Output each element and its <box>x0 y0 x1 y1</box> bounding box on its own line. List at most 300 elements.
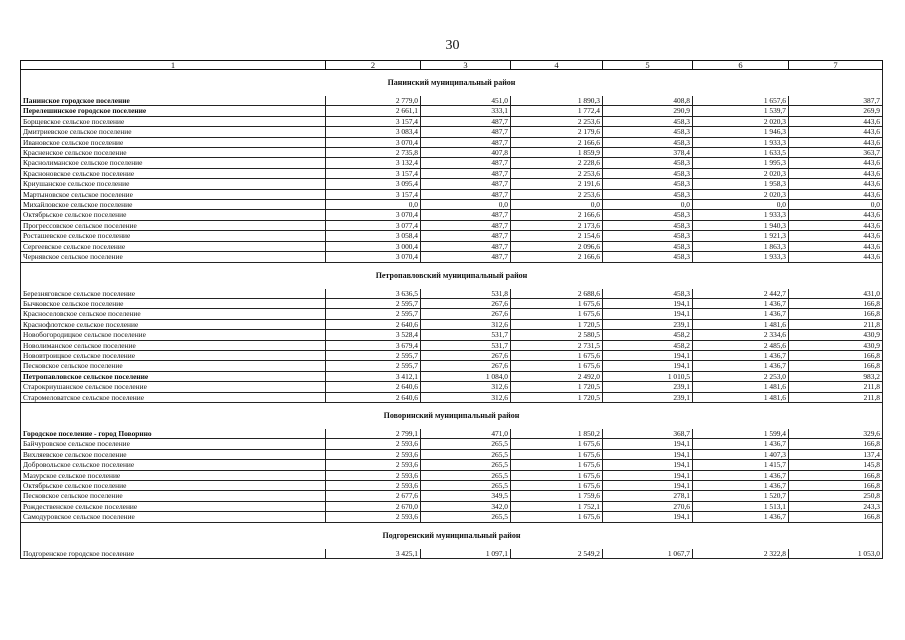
value-cell-col-6: 1 633,5 <box>693 148 789 158</box>
value-cell-col-4: 2 096,6 <box>511 241 603 251</box>
value-cell-col-4: 2 166,6 <box>511 252 603 262</box>
value-cell-col-6: 1 933,3 <box>693 137 789 147</box>
settlement-name: Нововтроицкое сельское поселение <box>21 350 326 360</box>
column-header-5: 5 <box>603 61 693 70</box>
value-cell-col-5: 1 067,7 <box>603 549 693 559</box>
value-cell-col-5: 458,2 <box>603 330 693 340</box>
settlement-name: Октябрьское сельское поселение <box>21 481 326 491</box>
value-cell-col-5: 458,3 <box>603 179 693 189</box>
column-header-6: 6 <box>693 61 789 70</box>
value-cell-col-4: 2 253,6 <box>511 116 603 126</box>
value-cell-col-4: 2 492,0 <box>511 371 603 381</box>
value-cell-col-6: 1 436,7 <box>693 439 789 449</box>
table-body <box>21 70 883 559</box>
settlement-name: Петропавловское сельское поселение <box>21 371 326 381</box>
value-cell-col-3: 487,7 <box>421 210 511 220</box>
table-row <box>21 392 883 402</box>
value-cell-col-3: 531,7 <box>421 330 511 340</box>
value-cell-col-7: 166,8 <box>789 439 883 449</box>
table-row <box>21 179 883 189</box>
value-cell-col-6: 1 520,7 <box>693 491 789 501</box>
value-cell-col-5: 458,2 <box>603 340 693 350</box>
table-row <box>21 127 883 137</box>
value-cell-col-2: 2 593,6 <box>326 512 421 522</box>
value-cell-col-7: 983,2 <box>789 371 883 381</box>
value-cell-col-3: 342,0 <box>421 501 511 511</box>
value-cell-col-4: 1 675,6 <box>511 512 603 522</box>
value-cell-col-3: 349,5 <box>421 491 511 501</box>
district-header-row <box>21 522 883 549</box>
value-cell-col-4: 2 549,2 <box>511 549 603 559</box>
table-row <box>21 350 883 360</box>
value-cell-col-6: 2 485,6 <box>693 340 789 350</box>
value-cell-col-2: 2 595,7 <box>326 350 421 360</box>
value-cell-col-7: 166,8 <box>789 350 883 360</box>
district-title: Подгоренский муниципальный район <box>21 522 883 549</box>
value-cell-col-5: 0,0 <box>603 200 693 210</box>
value-cell-col-6: 1 933,3 <box>693 210 789 220</box>
settlement-name: Октябрьское сельское поселение <box>21 210 326 220</box>
value-cell-col-7: 443,6 <box>789 220 883 230</box>
settlement-name: Самодуровское сельское поселение <box>21 512 326 522</box>
settlement-name: Красноселовское сельское поселение <box>21 309 326 319</box>
value-cell-col-6: 2 253,0 <box>693 371 789 381</box>
table-row <box>21 148 883 158</box>
value-cell-col-7: 166,8 <box>789 512 883 522</box>
value-cell-col-6: 1 995,3 <box>693 158 789 168</box>
value-cell-col-5: 194,1 <box>603 481 693 491</box>
value-cell-col-6: 2 322,8 <box>693 549 789 559</box>
value-cell-col-5: 458,3 <box>603 210 693 220</box>
value-cell-col-6: 1 946,3 <box>693 127 789 137</box>
value-cell-col-7: 145,8 <box>789 460 883 470</box>
value-cell-col-4: 1 675,6 <box>511 361 603 371</box>
value-cell-col-6: 1 539,7 <box>693 106 789 116</box>
value-cell-col-5: 378,4 <box>603 148 693 158</box>
value-cell-col-5: 458,3 <box>603 127 693 137</box>
value-cell-col-4: 1 850,2 <box>511 429 603 439</box>
value-cell-col-4: 1 752,1 <box>511 501 603 511</box>
value-cell-col-6: 1 415,7 <box>693 460 789 470</box>
value-cell-col-4: 1 675,6 <box>511 481 603 491</box>
column-header-2: 2 <box>326 61 421 70</box>
table-row <box>21 189 883 199</box>
value-cell-col-7: 1 053,0 <box>789 549 883 559</box>
value-cell-col-5: 458,3 <box>603 231 693 241</box>
value-cell-col-7: 166,8 <box>789 298 883 308</box>
value-cell-col-6: 1 481,6 <box>693 382 789 392</box>
value-cell-col-2: 3 058,4 <box>326 231 421 241</box>
table-row <box>21 137 883 147</box>
value-cell-col-5: 270,6 <box>603 501 693 511</box>
district-header-row <box>21 262 883 289</box>
value-cell-col-4: 1 675,6 <box>511 470 603 480</box>
settlement-name: Мазурское сельское поселение <box>21 470 326 480</box>
value-cell-col-6: 1 940,3 <box>693 220 789 230</box>
value-cell-col-7: 430,9 <box>789 340 883 350</box>
value-cell-col-2: 3 157,4 <box>326 168 421 178</box>
value-cell-col-2: 3 070,4 <box>326 210 421 220</box>
value-cell-col-2: 2 735,8 <box>326 148 421 158</box>
value-cell-col-5: 458,3 <box>603 158 693 168</box>
value-cell-col-5: 239,1 <box>603 392 693 402</box>
value-cell-col-7: 443,6 <box>789 116 883 126</box>
value-cell-col-4: 2 580,5 <box>511 330 603 340</box>
budget-table <box>20 60 883 559</box>
table-row <box>21 481 883 491</box>
district-title: Петропавловский муниципальный район <box>21 262 883 289</box>
value-cell-col-2: 2 595,7 <box>326 361 421 371</box>
value-cell-col-3: 0,0 <box>421 200 511 210</box>
value-cell-col-7: 443,6 <box>789 252 883 262</box>
settlement-name: Рождественское сельское поселение <box>21 501 326 511</box>
value-cell-col-6: 1 958,3 <box>693 179 789 189</box>
value-cell-col-6: 1 436,7 <box>693 298 789 308</box>
value-cell-col-5: 194,1 <box>603 309 693 319</box>
settlement-name: Бычковское сельское поселение <box>21 298 326 308</box>
budget-table-sheet <box>20 60 882 559</box>
column-header-1: 1 <box>21 61 326 70</box>
settlement-name: Борщевское сельское поселение <box>21 116 326 126</box>
settlement-name: Красненское сельское поселение <box>21 148 326 158</box>
settlement-name: Дмитриевское сельское поселение <box>21 127 326 137</box>
value-cell-col-4: 1 675,6 <box>511 460 603 470</box>
value-cell-col-7: 431,0 <box>789 289 883 299</box>
table-row <box>21 512 883 522</box>
table-row <box>21 549 883 559</box>
value-cell-col-7: 211,8 <box>789 392 883 402</box>
value-cell-col-7: 0,0 <box>789 200 883 210</box>
settlement-name: Перелешинское городское поселение <box>21 106 326 116</box>
value-cell-col-2: 0,0 <box>326 200 421 210</box>
value-cell-col-3: 487,7 <box>421 231 511 241</box>
value-cell-col-2: 2 595,7 <box>326 309 421 319</box>
settlement-name: Добровольское сельское поселение <box>21 460 326 470</box>
value-cell-col-4: 1 720,5 <box>511 319 603 329</box>
page-number: 30 <box>445 38 460 53</box>
column-number-header-row <box>21 61 883 70</box>
value-cell-col-4: 2 166,6 <box>511 137 603 147</box>
column-header-7: 7 <box>789 61 883 70</box>
value-cell-col-3: 265,5 <box>421 439 511 449</box>
value-cell-col-3: 312,6 <box>421 319 511 329</box>
table-row <box>21 220 883 230</box>
value-cell-col-4: 1 720,5 <box>511 392 603 402</box>
value-cell-col-6: 2 020,3 <box>693 168 789 178</box>
value-cell-col-2: 2 779,0 <box>326 96 421 106</box>
value-cell-col-4: 2 731,5 <box>511 340 603 350</box>
value-cell-col-7: 166,8 <box>789 470 883 480</box>
settlement-name: Старомеловатское сельское поселение <box>21 392 326 402</box>
value-cell-col-6: 1 436,7 <box>693 481 789 491</box>
table-row <box>21 460 883 470</box>
value-cell-col-6: 1 921,3 <box>693 231 789 241</box>
value-cell-col-2: 3 528,4 <box>326 330 421 340</box>
value-cell-col-4: 1 759,6 <box>511 491 603 501</box>
value-cell-col-5: 408,8 <box>603 96 693 106</box>
value-cell-col-4: 2 688,6 <box>511 289 603 299</box>
value-cell-col-2: 3 095,4 <box>326 179 421 189</box>
value-cell-col-6: 2 020,3 <box>693 189 789 199</box>
value-cell-col-6: 1 436,7 <box>693 512 789 522</box>
value-cell-col-4: 2 228,6 <box>511 158 603 168</box>
value-cell-col-2: 3 083,4 <box>326 127 421 137</box>
value-cell-col-2: 3 157,4 <box>326 189 421 199</box>
value-cell-col-3: 487,7 <box>421 179 511 189</box>
settlement-name: Старокриушанское сельское поселение <box>21 382 326 392</box>
value-cell-col-6: 1 481,6 <box>693 392 789 402</box>
value-cell-col-6: 0,0 <box>693 200 789 210</box>
value-cell-col-3: 267,6 <box>421 298 511 308</box>
table-row <box>21 429 883 439</box>
value-cell-col-4: 2 154,6 <box>511 231 603 241</box>
value-cell-col-4: 0,0 <box>511 200 603 210</box>
district-header-row <box>21 70 883 97</box>
value-cell-col-3: 265,5 <box>421 481 511 491</box>
table-row <box>21 289 883 299</box>
value-cell-col-7: 166,8 <box>789 481 883 491</box>
value-cell-col-7: 443,6 <box>789 158 883 168</box>
settlement-name: Сергеевское сельское поселение <box>21 241 326 251</box>
value-cell-col-2: 3 679,4 <box>326 340 421 350</box>
value-cell-col-4: 2 191,6 <box>511 179 603 189</box>
value-cell-col-6: 1 481,6 <box>693 319 789 329</box>
value-cell-col-7: 443,6 <box>789 241 883 251</box>
value-cell-col-3: 487,7 <box>421 116 511 126</box>
value-cell-col-4: 2 253,6 <box>511 189 603 199</box>
value-cell-col-2: 2 593,6 <box>326 481 421 491</box>
value-cell-col-4: 1 720,5 <box>511 382 603 392</box>
value-cell-col-2: 2 670,0 <box>326 501 421 511</box>
settlement-name: Красноновское сельское поселение <box>21 168 326 178</box>
value-cell-col-7: 443,6 <box>789 179 883 189</box>
value-cell-col-6: 1 863,3 <box>693 241 789 251</box>
value-cell-col-7: 443,6 <box>789 231 883 241</box>
column-header-4: 4 <box>511 61 603 70</box>
value-cell-col-6: 1 436,7 <box>693 350 789 360</box>
value-cell-col-2: 3 070,4 <box>326 137 421 147</box>
table-row <box>21 158 883 168</box>
settlement-name: Прогрессовское сельское поселение <box>21 220 326 230</box>
value-cell-col-5: 194,1 <box>603 439 693 449</box>
value-cell-col-2: 2 593,6 <box>326 460 421 470</box>
table-row <box>21 309 883 319</box>
value-cell-col-2: 3 412,1 <box>326 371 421 381</box>
value-cell-col-3: 267,6 <box>421 361 511 371</box>
settlement-name: Панинское городское поселение <box>21 96 326 106</box>
value-cell-col-3: 407,8 <box>421 148 511 158</box>
value-cell-col-2: 2 799,1 <box>326 429 421 439</box>
value-cell-col-4: 2 179,6 <box>511 127 603 137</box>
value-cell-col-4: 2 173,6 <box>511 220 603 230</box>
table-row <box>21 371 883 381</box>
table-row <box>21 382 883 392</box>
table-row <box>21 168 883 178</box>
value-cell-col-4: 1 675,6 <box>511 350 603 360</box>
value-cell-col-3: 487,7 <box>421 220 511 230</box>
table-row <box>21 241 883 251</box>
table-row <box>21 200 883 210</box>
value-cell-col-5: 368,7 <box>603 429 693 439</box>
table-row <box>21 501 883 511</box>
table-row <box>21 210 883 220</box>
value-cell-col-2: 3 425,1 <box>326 549 421 559</box>
value-cell-col-2: 2 593,6 <box>326 449 421 459</box>
settlement-name: Краснолиманское сельское поселение <box>21 158 326 168</box>
value-cell-col-5: 458,3 <box>603 189 693 199</box>
value-cell-col-6: 1 657,6 <box>693 96 789 106</box>
value-cell-col-3: 487,7 <box>421 189 511 199</box>
value-cell-col-5: 458,3 <box>603 252 693 262</box>
value-cell-col-6: 1 513,1 <box>693 501 789 511</box>
value-cell-col-2: 3 070,4 <box>326 252 421 262</box>
value-cell-col-6: 1 407,3 <box>693 449 789 459</box>
table-row <box>21 96 883 106</box>
value-cell-col-2: 2 593,6 <box>326 470 421 480</box>
value-cell-col-2: 2 661,1 <box>326 106 421 116</box>
value-cell-col-3: 487,7 <box>421 158 511 168</box>
value-cell-col-3: 312,6 <box>421 382 511 392</box>
value-cell-col-4: 2 253,6 <box>511 168 603 178</box>
value-cell-col-5: 290,9 <box>603 106 693 116</box>
settlement-name: Новобогородицкое сельское поселение <box>21 330 326 340</box>
table-row <box>21 106 883 116</box>
value-cell-col-5: 458,3 <box>603 241 693 251</box>
value-cell-col-7: 443,6 <box>789 127 883 137</box>
value-cell-col-7: 137,4 <box>789 449 883 459</box>
value-cell-col-6: 2 020,3 <box>693 116 789 126</box>
value-cell-col-3: 531,8 <box>421 289 511 299</box>
value-cell-col-2: 3 636,5 <box>326 289 421 299</box>
value-cell-col-7: 211,8 <box>789 319 883 329</box>
value-cell-col-7: 430,9 <box>789 330 883 340</box>
settlement-name: Песковское сельское поселение <box>21 361 326 371</box>
value-cell-col-2: 3 132,4 <box>326 158 421 168</box>
value-cell-col-3: 267,6 <box>421 350 511 360</box>
settlement-name: Подгоренское городское поселение <box>21 549 326 559</box>
table-row <box>21 340 883 350</box>
value-cell-col-5: 194,1 <box>603 361 693 371</box>
value-cell-col-6: 1 599,4 <box>693 429 789 439</box>
value-cell-col-5: 194,1 <box>603 350 693 360</box>
column-header-3: 3 <box>421 61 511 70</box>
settlement-name: Ивановское сельское поселение <box>21 137 326 147</box>
value-cell-col-5: 1 010,5 <box>603 371 693 381</box>
settlement-name: Криушанское сельское поселение <box>21 179 326 189</box>
settlement-name: Мартыновское сельское поселение <box>21 189 326 199</box>
value-cell-col-6: 2 442,7 <box>693 289 789 299</box>
value-cell-col-7: 387,7 <box>789 96 883 106</box>
value-cell-col-3: 451,0 <box>421 96 511 106</box>
value-cell-col-2: 3 077,4 <box>326 220 421 230</box>
table-row <box>21 449 883 459</box>
table-row <box>21 491 883 501</box>
value-cell-col-3: 487,7 <box>421 252 511 262</box>
value-cell-col-4: 2 166,6 <box>511 210 603 220</box>
value-cell-col-7: 250,8 <box>789 491 883 501</box>
value-cell-col-5: 194,1 <box>603 298 693 308</box>
value-cell-col-7: 443,6 <box>789 137 883 147</box>
settlement-name: Березняговское сельское поселение <box>21 289 326 299</box>
value-cell-col-7: 443,6 <box>789 210 883 220</box>
district-title: Панинский муниципальный район <box>21 70 883 97</box>
settlement-name: Росташевское сельское поселение <box>21 231 326 241</box>
value-cell-col-3: 487,7 <box>421 241 511 251</box>
value-cell-col-3: 265,5 <box>421 470 511 480</box>
value-cell-col-2: 3 157,4 <box>326 116 421 126</box>
settlement-name: Вихляевское сельское поселение <box>21 449 326 459</box>
value-cell-col-7: 211,8 <box>789 382 883 392</box>
district-header-row <box>21 402 883 429</box>
value-cell-col-3: 1 084,0 <box>421 371 511 381</box>
table-row <box>21 252 883 262</box>
value-cell-col-3: 265,5 <box>421 512 511 522</box>
district-title: Поворинский муниципальный район <box>21 402 883 429</box>
value-cell-col-3: 487,7 <box>421 168 511 178</box>
value-cell-col-7: 443,6 <box>789 168 883 178</box>
table-row <box>21 330 883 340</box>
value-cell-col-7: 166,8 <box>789 361 883 371</box>
value-cell-col-4: 1 675,6 <box>511 439 603 449</box>
value-cell-col-7: 166,8 <box>789 309 883 319</box>
value-cell-col-3: 265,5 <box>421 460 511 470</box>
value-cell-col-4: 1 675,6 <box>511 309 603 319</box>
value-cell-col-5: 458,3 <box>603 116 693 126</box>
value-cell-col-5: 194,1 <box>603 449 693 459</box>
value-cell-col-4: 1 772,4 <box>511 106 603 116</box>
value-cell-col-5: 194,1 <box>603 460 693 470</box>
value-cell-col-5: 458,3 <box>603 220 693 230</box>
value-cell-col-5: 458,3 <box>603 289 693 299</box>
value-cell-col-7: 329,6 <box>789 429 883 439</box>
value-cell-col-5: 194,1 <box>603 512 693 522</box>
value-cell-col-3: 487,7 <box>421 127 511 137</box>
value-cell-col-3: 265,5 <box>421 449 511 459</box>
value-cell-col-5: 239,1 <box>603 382 693 392</box>
value-cell-col-2: 2 595,7 <box>326 298 421 308</box>
value-cell-col-5: 239,1 <box>603 319 693 329</box>
table-row <box>21 319 883 329</box>
value-cell-col-5: 194,1 <box>603 470 693 480</box>
value-cell-col-2: 2 640,6 <box>326 382 421 392</box>
table-row <box>21 231 883 241</box>
value-cell-col-6: 1 933,3 <box>693 252 789 262</box>
value-cell-col-3: 267,6 <box>421 309 511 319</box>
value-cell-col-5: 458,3 <box>603 168 693 178</box>
value-cell-col-3: 312,6 <box>421 392 511 402</box>
table-row <box>21 470 883 480</box>
settlement-name: Байчуровское сельское поселение <box>21 439 326 449</box>
value-cell-col-3: 531,7 <box>421 340 511 350</box>
table-row <box>21 116 883 126</box>
settlement-name: Краснофлотское сельское поселение <box>21 319 326 329</box>
value-cell-col-4: 1 890,3 <box>511 96 603 106</box>
value-cell-col-3: 333,1 <box>421 106 511 116</box>
settlement-name: Городское поселение - город Поворино <box>21 429 326 439</box>
value-cell-col-2: 2 677,6 <box>326 491 421 501</box>
settlement-name: Песковское сельское поселение <box>21 491 326 501</box>
settlement-name: Чернявское сельское поселение <box>21 252 326 262</box>
value-cell-col-7: 269,9 <box>789 106 883 116</box>
table-row <box>21 298 883 308</box>
value-cell-col-3: 1 097,1 <box>421 549 511 559</box>
settlement-name: Новолиманское сельское поселение <box>21 340 326 350</box>
value-cell-col-5: 278,1 <box>603 491 693 501</box>
value-cell-col-7: 243,3 <box>789 501 883 511</box>
value-cell-col-6: 1 436,7 <box>693 361 789 371</box>
value-cell-col-2: 2 593,6 <box>326 439 421 449</box>
value-cell-col-6: 1 436,7 <box>693 309 789 319</box>
